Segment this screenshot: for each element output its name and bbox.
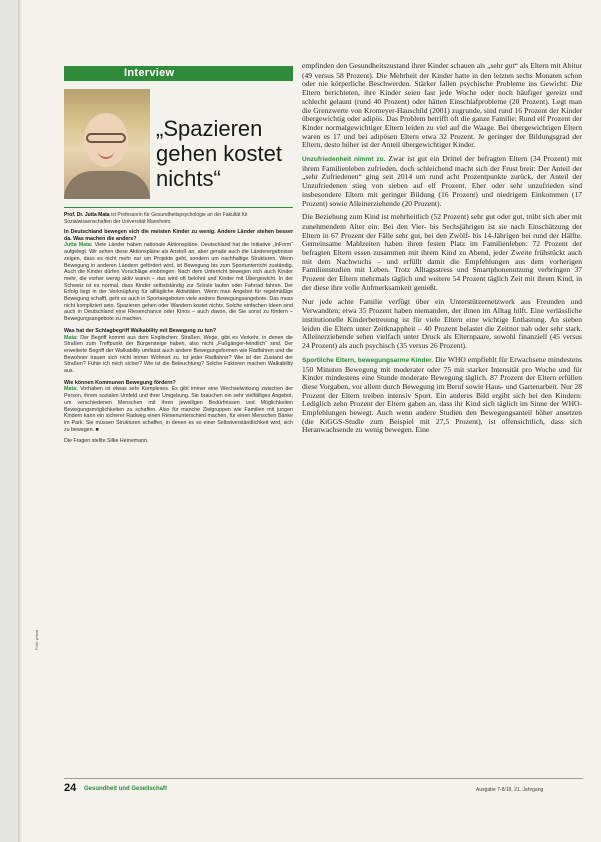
interview-question: Was hat der Schlagbegriff Walkability mit Bewegung zu tun? <box>64 327 217 334</box>
interview-headline: „Spazieren gehen kostet nichts“ <box>156 116 282 191</box>
issue-info: Ausgabe 7-8/18, 21. Jahrgang <box>476 787 544 793</box>
portrait-shoulders <box>64 171 150 199</box>
interview-answer: Vorhaben ist etwas sehr Komplexes. Es gibt immer eine Wechselwirkung zwischen der Person, ihrem sozialen Umfeld und ihrer Umgebung. Sie brauchen ein sehr vielfältiges Angebot, um verschiedenen Menschen mit ihren jeweiligen Bedürfnissen und Möglichkeiten Bewegungsmöglichkeiten zu schaffen. Also für manche Zielgruppen wie Familien mit jungen Kindern kann ein sicherer Radweg einen Riesenunterschied machen, für einen Menschen Bänke im Park. Sie müssen Strukturen schaffen, in denen es so einer Selbstverständlichkeit wird, sich zu bewegen. ■ <box>64 386 293 433</box>
answer-speaker: Mata: <box>64 334 78 341</box>
article-paragraph <box>302 155 582 208</box>
caption-rule <box>64 207 293 208</box>
page-number: 24 <box>64 782 77 794</box>
paragraph-text: empfinden den Gesundheitszustand ihrer Kinder schauen als „sehr gut“ als Eltern mit Abitur (49 versus 58 Prozent). Die Mehrheit der Kinder hatte in den letzten sechs Monaten schon oder nie körperliche Beschwerden. Stärker fallen psychische Probleme ins Gewicht: Die Eltern berichteten, ihre Kinder seien fast jede Woche oder noch häufiger gereizt und schlecht gelaunt (rund 40 Prozent) oder hätten Einschlafprobleme (20 Prozent). Legt man die Grenzwerte von Kromeyer-Hauschild (2001) zugrunde, sind rund 16 Prozent der Kinder übergewichtig oder adipös. Das Problem betrifft oft die ganze Familie: Rund elf Prozent der Kinder normalgewichtiger Eltern leiden zu viel auf die Waage. Bei übergewichtigen Eltern waren es 17 und bei adipösen Eltern etwa 32 Prozent. Je geringer der Bildungsgrad der Eltern, desto höher ist der Anteil übergewichtiger Kinder. <box>302 62 582 150</box>
paragraph-text: Die WHO empfiehlt für Erwachsene mindestens 150 Minuten Bewegung mit moderater oder 75 mit starker Intensität pro Woche und für Kinder mindestens eine Stunde moderate Bewegung täglich. 87 Prozent der Eltern erfüllen diese Vorgaben, vor allem durch Bewegung im Beruf sowie Haus- und Gartenarbeit. Nur 28 Prozent der Eltern treiben intensiv Sport. Ein anderes Bild ergibt sich bei den Kindern: Lediglich zehn Prozent der Eltern gaben an, dass ihr Kind sich täglich im Sinne der WHO-Empfehlungen bewegt. Auch wenn andere Studien den Bewegungsanteil höher ansetzen (die KiGGS-Studie zum Beispiel mit 27,5 Prozent), ist offensichtlich, dass sich Heranwachsende zu wenig bewegen. Eine <box>302 354 582 435</box>
publication-name: Gesundheit und Gesellschaft <box>84 786 168 792</box>
answer-speaker: Mata: <box>64 386 78 393</box>
article-column <box>302 62 582 782</box>
article-paragraph <box>302 356 582 435</box>
paragraph-subhead: Unzufriedenheit nimmt zu. <box>302 156 386 164</box>
interview-signoff: Die Fragen stellte Silke Heinemann. <box>64 438 149 445</box>
portrait-glasses <box>86 133 126 143</box>
caption-name: Prof. Dr. Jutta Mata <box>64 212 110 218</box>
page-fold-shadow <box>18 0 22 842</box>
section-header: Interview <box>64 66 293 81</box>
paragraph-text: Zwar ist gut ein Drittel der befragten Eltern (34 Prozent) mit ihrem Familienleben zufrieden, doch schleichend macht sich der Frust breit: Der Anteil der „sehr Zufriedenen“ ging seit 2014 um rund acht Prozentpunkte zurück, der Anteil der Unzufriedenen stieg von sieben auf elf Prozent. Eher oder sehr unzufrieden sind insbesondere Eltern mit geringer Bildung (16 Prozent) und niedrigem Einkommen (17 Prozent) sowie Alleinerziehende (20 Prozent). <box>302 154 582 208</box>
photo-credit: Foto: privat <box>34 629 39 650</box>
paragraph-subhead: Sportliche Eltern, bewegungsarme Kinder. <box>302 356 434 364</box>
interview-block-2 <box>64 328 293 375</box>
answer-speaker: Jutta Mata: <box>64 242 93 249</box>
article-paragraph <box>302 213 582 292</box>
interview-block-3 <box>64 380 293 434</box>
interview-block-1 <box>64 229 293 323</box>
portrait-photo <box>64 89 150 199</box>
interview-column <box>64 229 293 749</box>
interview-answer: Der Begriff kommt aus dem Englischen: Straßen, Wege, gibt es Verkehr, in denen die Straßen zum Treffpunkt der Bürgersteige haben, also nicht „Fußgänger-feindlich“ sind. Der erweiterte Begriff der Walkability umfasst auch andere Bewegungsformen wie Radfahren und die Bewohner trauen sich nicht immer Wohnort zu. Ist jeder Radfahrer? Wie ist der Zustand der Straßen? Fühle ich mich sicher? Wie ist die Beleuchtung? Solche Faktoren machen Walkability aus. <box>64 334 293 375</box>
footer-rule <box>64 778 583 779</box>
paragraph-text: Die Beziehung zum Kind ist mehrheitlich (52 Prozent) sehr gut oder gut, trübt sich aber mit zunehmendem Alter ein: Bei den Vier- bis Sechsjährigen ist sie nach Einschätzung der Eltern in 67 Prozent der Fälle sehr gut, bei den Zwölf- bis 14-Jährigen bei rund der Hälfte. Gemeinsame Mahlzeiten haben ihren festen Platz im Familienleben: 72 Prozent der befragten Eltern essen zusammen mit ihrem Kind zu Abend, jeder Zweite frühstückt auch mit dem Nachwuchs – und erfüllt damit die Empfehlungen aus dem vorherigen Familienstudien mit Leben. Trotz Alltagsstress und Smartphonenutzung verbringen 37 Prozent der Eltern mehrmals täglich und weitere 54 Prozent täglich Zeit mit ihrem Kind, in der diese ihre volle Aufmerksamkeit genießt. <box>302 212 582 292</box>
paragraph-text: Nur jede achte Familie verfügt über ein Unterstützernetzwerk aus Freunden und Verwandten; etwa 35 Prozent haben niemanden, der ihnen im Alltag hilft. Eine verlässliche institutionelle Kinderbetreuung ist für viele Eltern eine wichtige Entlastung. An sieben leiden die Eltern unter Zeitknappheit – 40 Prozent belastet die Zeitnot nah oder sehr stark. Alleinerziehende sehen vielfach unter Druck als Elternpaare, sowohl finanziell (45 versus 24 Prozent) als auch psychisch (35 versus 26 Prozent). <box>302 296 582 351</box>
article-paragraph <box>302 298 582 351</box>
portrait-caption <box>64 212 293 226</box>
caption-text: ist Professorin für Gesundheitspsychologie an der Fakultät für Sozialwissenschaften der Universität Mannheim. <box>64 212 248 225</box>
article-paragraph <box>302 62 582 150</box>
interview-question: In Deutschland bewegen sich die meisten Kinder zu wenig. Andere Länder stehen besser da. Was machen die anders? <box>64 229 293 242</box>
interview-question: Wie können Kommunen Bewegung fördern? <box>64 379 176 386</box>
interview-answer: Viele Länder haben nationale Aktionspläne. Deutschland hat die Initiative „InForm“ aufgelegt. Wir sehen diese Aktionspläne als Anstoß an, aber gerade auch die Länderergebnisse zeigen, dass es nicht mehr nur um Projekte geht, sondern um nachhaltige Strukturen. Wenn Bewegung in anderen Ländern gefördert wird, ist Bewegung bis zum Sportunterricht zuständig. Auch die Kinder dürfen Vorschläge einbringen: Nach dem Unterricht bewegen sich auch Kinder mehr, die vorher wenig aktiv waren – das wird oft belohnt und Kinder mit Übergewicht. In der Schweiz ist es normal, dass Kinder selbstständig zur Schule laufen oder Fahrrad fahren. Der Erfolg liegt in der Verknüpfung für alltägliche Aktivitäten. Wenn man Angebot für regelmäßige Bewegung schafft, geht es auch in Sportangeboten viele andere Bewegungsangebote. Das muss nicht kompliziert sein. Spazieren gehen oder Wandern kostet nichts. Solche einfachen Ideen sind auch in Deutschland eine Riesenchance oder Kinos – auch davon, die Sie sonst zu fördern – Bewegungsangebote zu machen. <box>64 242 293 323</box>
